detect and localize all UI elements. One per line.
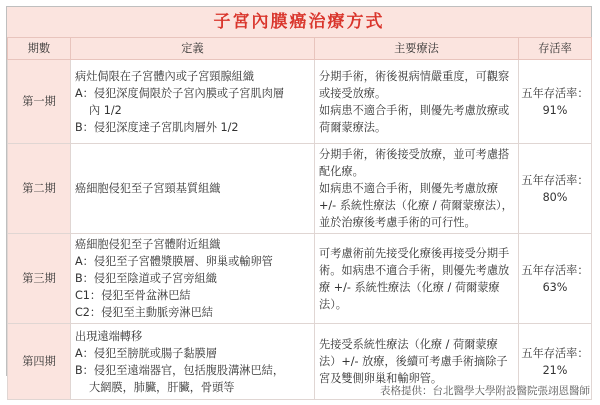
survival-label: 五年存活率： xyxy=(521,86,589,100)
stage-cell: 第四期 xyxy=(8,324,71,400)
table-title: 子宮內膜癌治療方式 xyxy=(7,7,591,38)
definition-line: A：侵犯至子宮體漿膜層、卵巢或輸卵管 xyxy=(75,255,273,268)
definition-line: 病灶侷限在子宮體內或子宮頸腺組織 xyxy=(75,69,255,83)
survival-value: 91% xyxy=(542,103,568,117)
definition-line: A：侵犯至膀胱或腸子黏膜層 xyxy=(75,346,217,360)
definition-cell xyxy=(71,324,315,400)
source-credit: 表格提供：台北醫學大學附設醫院張翊恩醫師 xyxy=(380,385,590,397)
table-row xyxy=(8,234,592,324)
treatment-table xyxy=(7,37,592,400)
definition-line: C2：侵犯至主動脈旁淋巴結 xyxy=(75,306,213,319)
survival-label: 五年存活率： xyxy=(521,263,589,277)
header-survival: 存活率 xyxy=(519,38,592,60)
survival-label: 五年存活率： xyxy=(521,173,589,187)
treatment-cell xyxy=(315,234,519,324)
definition-line: B：侵犯至陰道或子宮旁組織 xyxy=(75,272,217,285)
treatment-text: 分期手術，術後視病情嚴重度，可觀察或接受放療。 xyxy=(319,69,510,100)
table-row xyxy=(8,60,592,144)
definition-cell xyxy=(71,234,315,324)
treatment-text: 如病患不適合手術，則優先考慮放療 +/- 系統性療法（化療 / 荷爾蒙療法），並於治療後考慮手術的可行性。 xyxy=(319,182,513,229)
definition-line: 出現遠端轉移 xyxy=(75,329,143,343)
definition-line: C1：侵犯至骨盆淋巴結 xyxy=(75,289,191,302)
treatment-cell xyxy=(315,60,519,144)
treatment-text: 如病患不適合手術，則優先考慮放療或荷爾蒙療法。 xyxy=(319,103,510,134)
treatment-text: 先接受系統性療法（化療 / 荷爾蒙療法）+/- 放療，後續可考慮手術摘除子宮及雙側卵巢和輸卵管。 xyxy=(319,338,508,385)
stage-cell: 第二期 xyxy=(8,144,71,234)
survival-cell xyxy=(519,234,592,324)
stage-cell: 第一期 xyxy=(8,60,71,144)
definition-line: 癌細胞侵犯至子宮頸基質組織 xyxy=(75,182,221,195)
survival-label: 五年存活率： xyxy=(521,346,589,360)
definition-cell xyxy=(71,144,315,234)
survival-value: 21% xyxy=(542,363,568,377)
definition-line: A：侵犯深度侷限於子宮內膜或子宮肌肉層 xyxy=(75,86,285,100)
header-stage: 期數 xyxy=(8,38,71,60)
treatment-text: 分期手術，術後接受放療，並可考慮搭配化療。 xyxy=(319,148,510,178)
definition-line: 癌細胞侵犯至子宮體附近組織 xyxy=(75,238,221,251)
header-treatment: 主要療法 xyxy=(315,38,519,60)
header-definition: 定義 xyxy=(71,38,315,60)
survival-cell xyxy=(519,60,592,144)
definition-cell xyxy=(71,60,315,144)
definition-line: 大網膜，肺臟，肝臟，骨頭等 xyxy=(89,380,235,394)
definition-line: B：侵犯深度達子宮肌肉層外 1/2 xyxy=(75,120,239,134)
treatment-cell xyxy=(315,144,519,234)
header-row xyxy=(8,38,592,60)
treatment-text: 可考慮術前先接受化療後再接受分期手術。如病患不適合手術，則優先考慮放療 +/- 系統性療法（化療 / 荷爾蒙療法）。 xyxy=(319,246,510,311)
survival-value: 63% xyxy=(542,280,568,294)
table-row xyxy=(8,144,592,234)
definition-line: 內 1/2 xyxy=(89,103,122,117)
survival-value: 80% xyxy=(542,190,568,204)
definition-line: B：侵犯至遠端器官，包括腹股溝淋巴結， xyxy=(75,363,285,377)
survival-cell xyxy=(519,144,592,234)
stage-cell: 第三期 xyxy=(8,234,71,324)
